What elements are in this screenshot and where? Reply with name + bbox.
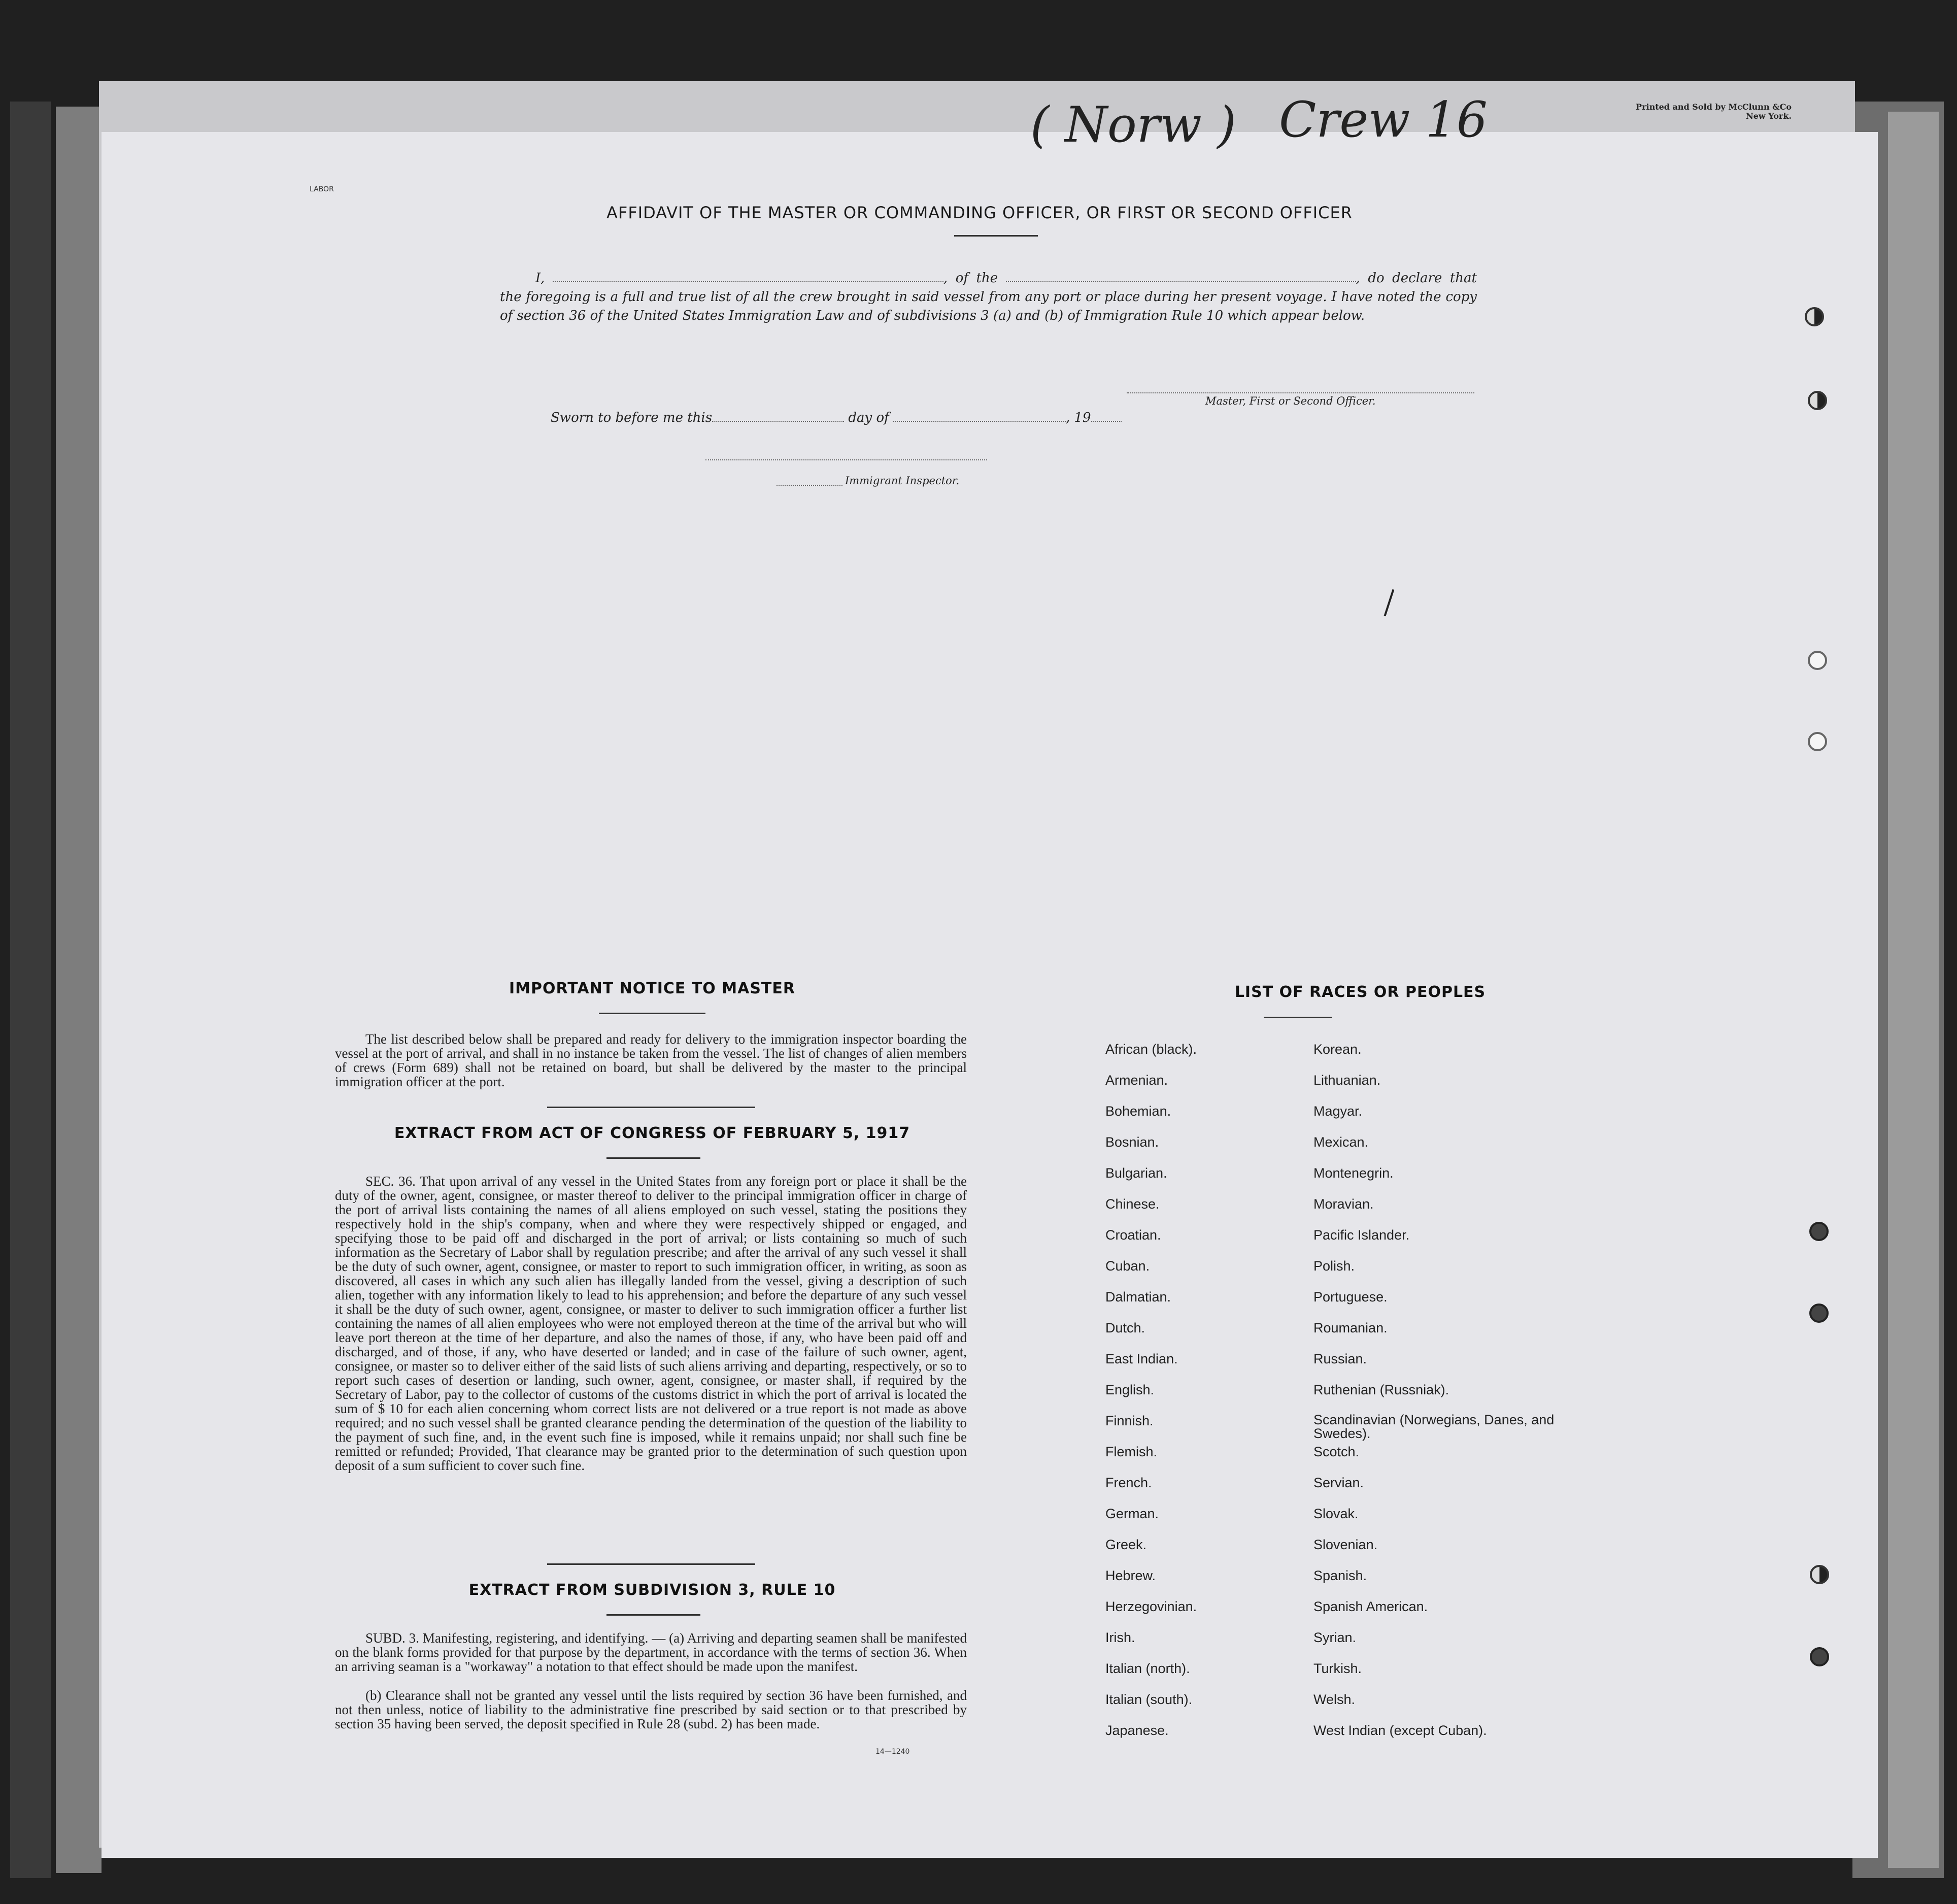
affidavit-declaration	[500, 269, 1477, 325]
race-item: Armenian.	[1105, 1073, 1168, 1088]
sworn-line	[551, 409, 1210, 427]
rule-text-b	[335, 1688, 967, 1731]
race-item: Italian (north).	[1105, 1661, 1190, 1676]
race-item: Greek.	[1105, 1537, 1147, 1552]
race-item: Magyar.	[1313, 1104, 1363, 1119]
race-item: Montenegrin.	[1313, 1165, 1394, 1181]
race-item: Spanish American.	[1313, 1599, 1428, 1614]
inspector-signature-line	[705, 459, 987, 460]
rule-title: EXTRACT FROM SUBDIVISION 3, RULE 10	[468, 1581, 836, 1599]
handwritten-note-left: ( Norw )	[1030, 96, 1236, 153]
race-item: Dalmatian.	[1105, 1289, 1171, 1305]
notice-text	[335, 1032, 967, 1089]
race-item: Ruthenian (Russniak).	[1313, 1382, 1449, 1397]
year-blank	[1091, 421, 1122, 422]
rule-rule	[606, 1614, 700, 1616]
rule-text-a	[335, 1631, 967, 1674]
race-item: German.	[1105, 1506, 1159, 1521]
race-item: French.	[1105, 1475, 1152, 1490]
race-item: Croatian.	[1105, 1227, 1161, 1243]
race-item: Mexican.	[1313, 1134, 1369, 1150]
race-item: Korean.	[1313, 1042, 1362, 1057]
act-title: EXTRACT FROM ACT OF CONGRESS OF FEBRUARY 5, 1917	[394, 1124, 910, 1142]
notice-separator	[547, 1107, 755, 1108]
race-item: Finnish.	[1105, 1413, 1154, 1428]
signature-line	[1127, 392, 1474, 393]
left-edge-sheet	[56, 107, 102, 1873]
affidavit-title: AFFIDAVIT OF THE MASTER OR COMMANDING OFFICER, OR FIRST OR SECOND OFFICER	[606, 203, 1353, 222]
race-item: Bulgarian.	[1105, 1165, 1167, 1181]
printer-imprint	[1604, 103, 1792, 121]
inspector-lead-line	[777, 485, 842, 486]
race-item: Scandinavian (Norwegians, Danes, and Swedes).	[1313, 1412, 1555, 1441]
day-of-text: day of	[848, 410, 889, 425]
race-item: Syrian.	[1313, 1630, 1357, 1645]
races-title: LIST OF RACES OR PEOPLES	[1234, 983, 1486, 1001]
vessel-blank	[1006, 281, 1356, 282]
punch-hole	[1805, 307, 1824, 326]
race-item: English.	[1105, 1382, 1155, 1397]
act-body: SEC. 36. That upon arrival of any vessel in the United States from any foreign port or place it shall be the duty of the owner, agent, consignee, or master thereof to deliver to the principal immigration officer in charge of the port of arrival lists containing the names of all aliens employed on such vessel, stating the positions they respectively hold in the ship's company, when and where they were respectively shipped or engaged, and specifying those to be paid off and discharged in the port of arrival; or lists containing so much of such information as the Secretary of Labor shall by regulation prescribe; and after the arrival of any such vessel it shall be the duty of such owner, agent, consignee, or master to report to such immigration officer, in writing, as soon as discovered, all cases in which any such alien has illegally landed from the vessel, giving a description of such alien, together with any information likely to lead to his apprehension; and before the departure of any such vessel it shall be the duty of such owner, agent, consignee, or master to deliver to such immigration officer a further list containing the names of all alien employees who were not employed thereon at the time of the arrival but who will leave port thereon at the time of her departure, and also the names of those, if any, who have been paid off and discharged, and of those, if any, who have deserted or landed; and in case of the failure of such owner, agent, consignee, or master so to deliver either of the said lists of such aliens arriving and departing, respectively, or so to report such cases of desertion or landing, such owner, agent, consignee, or master shall, if required by the Secretary of Labor, pay to the collector of customs of the customs district in which the port of arrival is located the sum of $ 10 for each alien concerning whom correct lists are not delivered or a true report is not made as above required; and no such vessel shall be granted clearance pending the determination of the question of the liability to the payment of such fine, and, in the event such fine is imposed, while it remains unpaid; nor shall such fine be remitted or refunded; Provided, That clearance may be granted prior to the determination of such question upon deposit of a sum sufficient to cover such fine.	[335, 1174, 967, 1473]
race-item: Turkish.	[1313, 1661, 1362, 1676]
race-item: Russian.	[1313, 1351, 1367, 1366]
form-number: 14—1240	[875, 1748, 910, 1756]
act-rule	[606, 1157, 700, 1159]
punch-hole	[1808, 651, 1827, 670]
race-item: Spanish.	[1313, 1568, 1367, 1583]
punch-hole	[1810, 1565, 1829, 1584]
race-item: Slovak.	[1313, 1506, 1359, 1521]
race-item: Hebrew.	[1105, 1568, 1156, 1583]
inspector-label: Immigrant Inspector.	[845, 475, 960, 487]
race-item: Polish.	[1313, 1258, 1355, 1274]
signature-label: Master, First or Second Officer.	[1205, 395, 1376, 407]
race-item: Moravian.	[1313, 1196, 1374, 1212]
day-blank	[712, 421, 844, 422]
notice-rule	[599, 1013, 705, 1014]
act-text	[335, 1174, 967, 1473]
rule-body-b: (b) Clearance shall not be granted any vessel until the lists required by section 36 have been furnished, and not then unless, notice of liability to the administrative fine prescribed by said section or to that prescribed by section 35 having been served, the deposit specified in Rule 28 (subd. 2) has been made.	[335, 1688, 967, 1731]
race-item: Irish.	[1105, 1630, 1135, 1645]
handwritten-note-right: Crew 16	[1279, 91, 1488, 148]
race-item: Bohemian.	[1105, 1104, 1171, 1119]
notice-body: The list described below shall be prepared and ready for delivery to the immigration inspector boarding the vessel at the port of arrival, and shall in no instance be taken from the vessel. The list of changes of alien members of crews (Form 689) shall not be retained on board, but shall be delivered by the master to the principal immigration officer at the port.	[335, 1031, 967, 1089]
printer-line-2: New York.	[1746, 111, 1792, 121]
stamp-label: LABOR	[310, 185, 334, 193]
declaration-do-declare: , do declare	[1356, 271, 1442, 286]
race-item: Lithuanian.	[1313, 1073, 1381, 1088]
race-item: Servian.	[1313, 1475, 1364, 1490]
race-item: Pacific Islander.	[1313, 1227, 1410, 1243]
punch-hole	[1808, 391, 1827, 410]
race-item: Japanese.	[1105, 1723, 1169, 1738]
act-separator	[547, 1563, 755, 1565]
race-item: Portuguese.	[1313, 1289, 1388, 1305]
race-item: East Indian.	[1105, 1351, 1178, 1366]
race-item: Herzegovinian.	[1105, 1599, 1197, 1614]
race-item: Italian (south).	[1105, 1692, 1193, 1707]
declaration-i: I,	[535, 271, 545, 286]
races-rule	[1264, 1017, 1332, 1018]
sworn-text: Sworn to before me this	[551, 410, 713, 425]
race-item: Flemish.	[1105, 1444, 1158, 1459]
declaration-text: that the foregoing is a full and true list of all the crew brought in said vessel from any port or place during her present voyage. I have noted the copy of section 36 of the United States Immigration Law and of subdivisions 3 (a) and (b) of Immigration Rule 10 which appear below.	[500, 271, 1477, 323]
race-item: African (black).	[1105, 1042, 1197, 1057]
month-blank	[893, 421, 1066, 422]
left-edge-strip	[10, 102, 51, 1878]
declaration-of-the: , of the	[943, 271, 998, 286]
races-column-2	[1313, 1042, 1557, 1754]
right-edge-sheet	[1888, 112, 1939, 1868]
race-item: West Indian (except Cuban).	[1313, 1723, 1487, 1738]
year-text: , 19	[1065, 410, 1091, 425]
race-item: Bosnian.	[1105, 1134, 1159, 1150]
punch-hole	[1809, 1222, 1829, 1241]
race-item: Cuban.	[1105, 1258, 1150, 1274]
title-rule	[954, 235, 1038, 237]
rule-body-a: SUBD. 3. Manifesting, registering, and identifying. — (a) Arriving and departing seamen shall be manifested on the blank forms provided for that purpose by the department, in accordance with the terms of section 36. When an arriving seaman is a "workaway" a notation to that effect should be made upon the manifest.	[335, 1630, 967, 1674]
punch-hole	[1810, 1647, 1829, 1666]
name-blank	[553, 281, 943, 282]
race-item: Roumanian.	[1313, 1320, 1388, 1335]
race-item: Welsh.	[1313, 1692, 1356, 1707]
race-item: Slovenian.	[1313, 1537, 1378, 1552]
punch-hole	[1809, 1304, 1829, 1323]
punch-hole	[1808, 732, 1827, 751]
notice-title: IMPORTANT NOTICE TO MASTER	[509, 980, 795, 997]
races-column-1	[1105, 1042, 1303, 1754]
race-item: Dutch.	[1105, 1320, 1145, 1335]
race-item: Chinese.	[1105, 1196, 1160, 1212]
printer-line-1: Printed and Sold by McClunn &Co	[1636, 102, 1792, 112]
race-item: Scotch.	[1313, 1444, 1360, 1459]
